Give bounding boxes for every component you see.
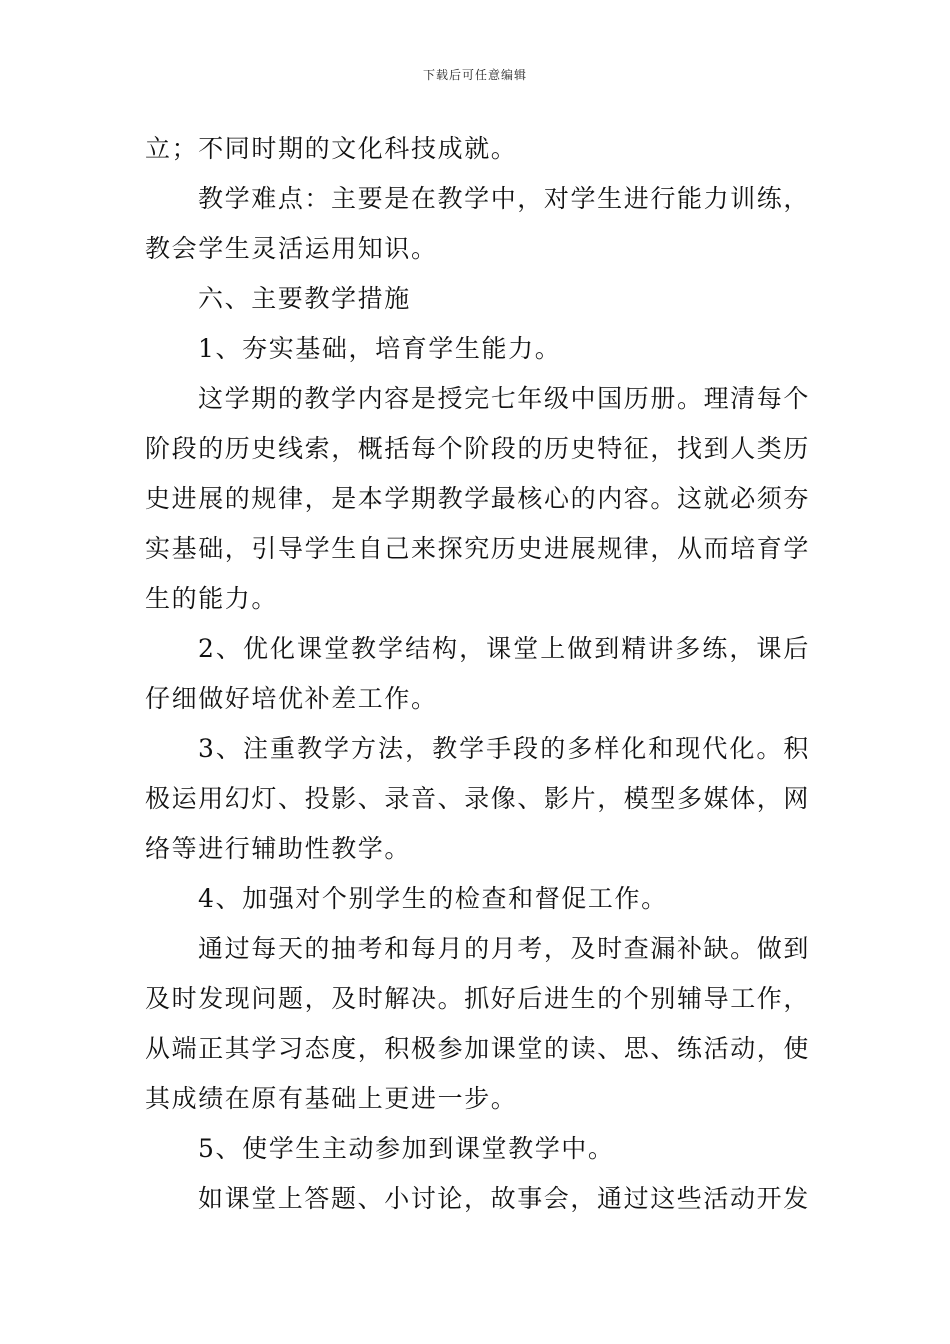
measure-1-body: 这学期的教学内容是授完七年级中国历册。理清每个阶段的历史线索，概括每个阶段的历史特征，找到人类历史进展的规律，是本学期教学最核心的内容。这就必须夯实基础，引导学生自己来探究历史进展规律，从而培育学生的能力。 xyxy=(145,384,811,613)
measure-4-body: 通过每天的抽考和每月的月考，及时查漏补缺。做到及时发现问题，及时解决。抓好后进生的个别辅导工作，从端正其学习态度，积极参加课堂的读、思、练活动，使其成绩在原有基础上更进一步。 xyxy=(145,934,811,1113)
document-body xyxy=(145,124,810,1224)
measure-5-heading: 5、使学生主动参加到课堂教学中。 xyxy=(198,1134,615,1163)
paragraph-teaching-difficulty: 教学难点：主要是在教学中，对学生进行能力训练，教会学生灵活运用知识。 xyxy=(145,184,810,263)
paragraph-continuation: 立；不同时期的文化科技成就。 xyxy=(145,134,518,163)
measure-2: 2、优化课堂教学结构，课堂上做到精讲多练，课后仔细做好培优补差工作。 xyxy=(145,634,810,713)
section-heading-measures: 六、主要教学措施 xyxy=(198,284,411,313)
page-header: 下载后可任意编辑 xyxy=(422,68,527,82)
measure-1-heading: 1、夯实基础，培育学生能力。 xyxy=(198,334,562,363)
measure-3: 3、注重教学方法，教学手段的多样化和现代化。积极运用幻灯、投影、录音、录像、影片，模型多媒体，网络等进行辅助性教学。 xyxy=(145,734,811,863)
measure-5-body: 如课堂上答题、小讨论，故事会，通过这些活动开发 xyxy=(198,1184,810,1213)
measure-4-heading: 4、加强对个别学生的检查和督促工作。 xyxy=(198,884,668,913)
